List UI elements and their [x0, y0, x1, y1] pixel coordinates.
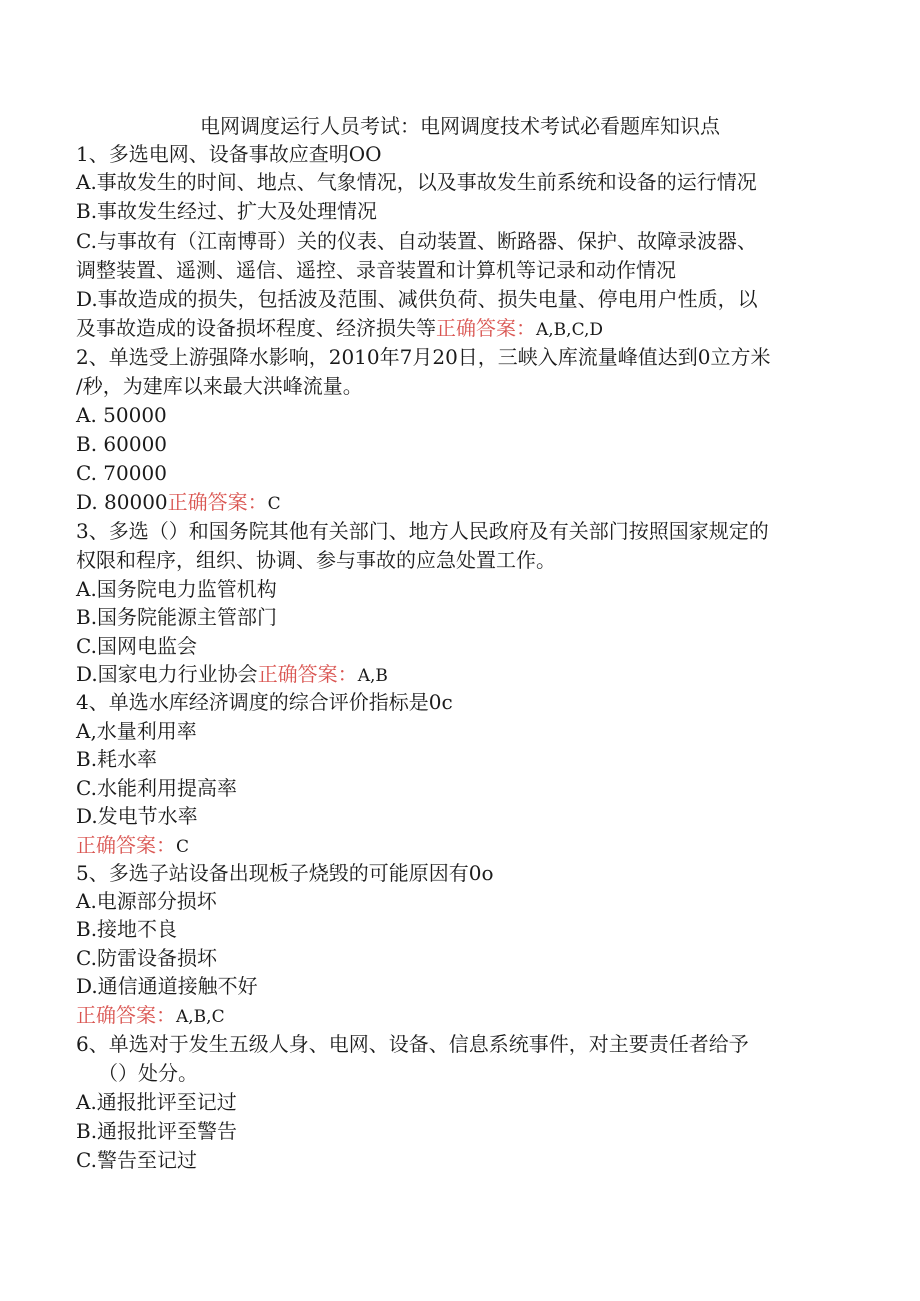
question-4-answer: C [176, 837, 190, 857]
question-4-option-c: C.水能利用提高率 [76, 776, 237, 800]
question-3-stem-cont: 权限和程序，组织、协调、参与事故的应急处置工作。 [76, 548, 556, 572]
question-6-option-c: C.警告至记过 [76, 1148, 197, 1172]
question-1-stem: 1、多选电网、设备事故应查明OO [76, 142, 382, 166]
question-2-option-a: A. 50000 [76, 403, 167, 427]
question-6-stem: 6、单选对于发生五级人身、电网、设备、信息系统事件，对主要责任者给予 [76, 1032, 749, 1056]
question-1-answer-label: 正确答案： [436, 316, 536, 340]
question-1-option-c-cont: 调整装置、遥测、遥信、遥控、录音装置和计算机等记录和动作情况 [76, 258, 676, 282]
question-3-answer-label: 正确答案： [257, 662, 358, 686]
question-4-stem: 4、单选水库经济调度的综合评价指标是0c [76, 690, 453, 714]
question-2-option-b: B. 60000 [76, 432, 168, 456]
question-3-option-d-row [76, 660, 388, 690]
question-4-option-d: D.发电节水率 [76, 804, 198, 828]
question-2-option-c: C. 70000 [76, 461, 167, 485]
question-6-option-b: B.通报批评至警告 [76, 1119, 238, 1143]
question-4-answer-row [76, 831, 189, 861]
question-1-option-c: C.与事故有（江南博哥）关的仪表、自动装置、断路器、保护、故障录波器、 [76, 229, 757, 253]
question-1-option-d-text: 及事故造成的设备损坏程度、经济损失等 [76, 316, 436, 340]
question-3-option-b: B.国务院能源主管部门 [76, 605, 278, 629]
question-2-answer: C [267, 494, 281, 514]
question-5-answer-row [76, 1001, 225, 1031]
question-5-option-c: C.防雷设备损坏 [76, 946, 217, 970]
document-title: 电网调度运行人员考试：电网调度技术考试必看题库知识点 [200, 114, 720, 138]
question-1-option-a: A.事故发生的时间、地点、气象情况，以及事故发生前系统和设备的运行情况 [76, 170, 757, 194]
question-4-option-a: A,水量利用率 [76, 719, 197, 743]
question-5-option-d: D.通信通道接触不好 [76, 974, 258, 998]
question-3-option-d: D.国家电力行业协会 [76, 662, 258, 686]
question-5-option-a: A.电源部分损坏 [76, 889, 217, 913]
question-5-option-b: B.接地不良 [76, 917, 178, 941]
question-3-answer: A,B [357, 666, 388, 686]
question-5-answer-label: 正确答案： [76, 1003, 176, 1027]
question-3-stem: 3、多选（）和国务院其他有关部门、地方人民政府及有关部门按照国家规定的 [76, 519, 769, 543]
question-2-stem-cont: /秒，为建库以来最大洪峰流量。 [76, 374, 363, 398]
question-2-answer-label: 正确答案： [167, 490, 268, 514]
question-4-option-b: B.耗水率 [76, 747, 158, 771]
question-5-answer: A,B,C [176, 1007, 225, 1027]
question-5-stem: 5、多选子站设备出现板子烧毁的可能原因有0o [76, 861, 494, 885]
question-2-option-d: D. 80000 [76, 490, 168, 514]
question-1-option-d: D.事故造成的损失，包括波及范围、减供负荷、损失电量、停电用户性质，以 [76, 287, 758, 311]
question-1-option-d-cont [76, 314, 603, 344]
question-1-option-b: B.事故发生经过、扩大及处理情况 [76, 199, 378, 223]
question-3-option-a: A.国务院电力监管机构 [76, 577, 277, 601]
question-2-option-d-row [76, 488, 281, 518]
question-6-stem-cont: （）处分。 [98, 1061, 198, 1085]
question-6-option-a: A.通报批评至记过 [76, 1090, 237, 1114]
question-1-answer: A,B,C,D [536, 320, 604, 340]
question-4-answer-label: 正确答案： [76, 833, 176, 857]
question-2-stem: 2、单选受上游强降水影响，2010年7月20日，三峡入库流量峰值达到0立方米 [76, 345, 771, 369]
question-3-option-c: C.国网电监会 [76, 634, 197, 658]
